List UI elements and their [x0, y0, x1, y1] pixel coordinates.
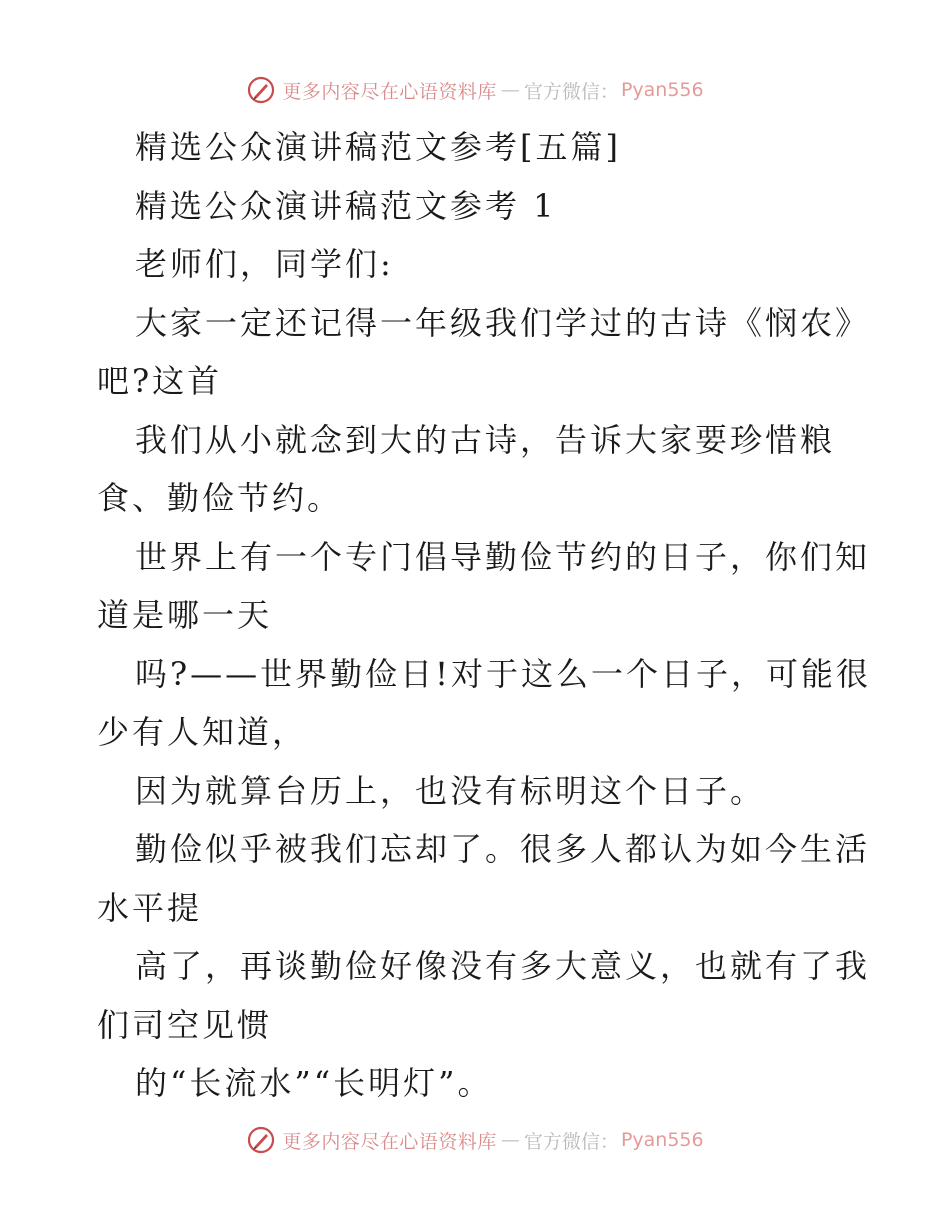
- text-line: 因为就算台历上，也没有标明这个日子。: [135, 771, 766, 810]
- watermark-wechat-id: Pyan556: [620, 79, 704, 101]
- text-line: 道是哪一天: [97, 596, 273, 634]
- text-line: 少有人知道，: [97, 713, 308, 751]
- text-line: 高了，再谈勤俭好像没有多大意义，也就有了我: [135, 947, 871, 985]
- watermark-sub-text: 官方微信：: [523, 1130, 619, 1153]
- pen-logo-icon: [246, 1125, 276, 1155]
- text-line: 大家一定还记得一年级我们学过的古诗《悯农》: [135, 303, 871, 342]
- document-title: 精选公众演讲稿范文参考[五篇]: [135, 128, 621, 166]
- section-heading: 精选公众演讲稿范文参考 1: [135, 186, 557, 225]
- text-line: 吧?这首: [97, 362, 223, 400]
- watermark-sub-text: 官方微信：: [523, 80, 619, 103]
- pen-logo-icon: [246, 75, 276, 105]
- text-line: 世界上有一个专门倡导勤俭节约的日子，你们知: [135, 537, 871, 576]
- header-watermark: [0, 70, 950, 110]
- text-line: 们司空见惯: [97, 1005, 273, 1044]
- text-line: 勤俭似乎被我们忘却了。很多人都认为如今生活: [135, 830, 871, 868]
- text-line: 吗?——世界勤俭日!对于这么一个日子，可能很: [135, 654, 872, 693]
- text-line: 食、勤俭节约。: [97, 479, 343, 517]
- watermark-wechat-id: Pyan556: [620, 1129, 704, 1151]
- watermark-separator: —: [500, 79, 520, 101]
- footer-watermark: [0, 1120, 950, 1160]
- text-line: 水平提: [97, 888, 203, 927]
- watermark-main-text: 更多内容尽在心语资料库: [282, 80, 497, 103]
- document-body: [97, 118, 872, 1113]
- text-line: 的“长流水”“长明灯”。: [135, 1064, 493, 1102]
- text-line: 我们从小就念到大的古诗，告诉大家要珍惜粮: [135, 420, 836, 459]
- text-line: 老师们，同学们:: [135, 245, 394, 283]
- watermark-separator: —: [500, 1129, 520, 1151]
- watermark-main-text: 更多内容尽在心语资料库: [282, 1130, 497, 1153]
